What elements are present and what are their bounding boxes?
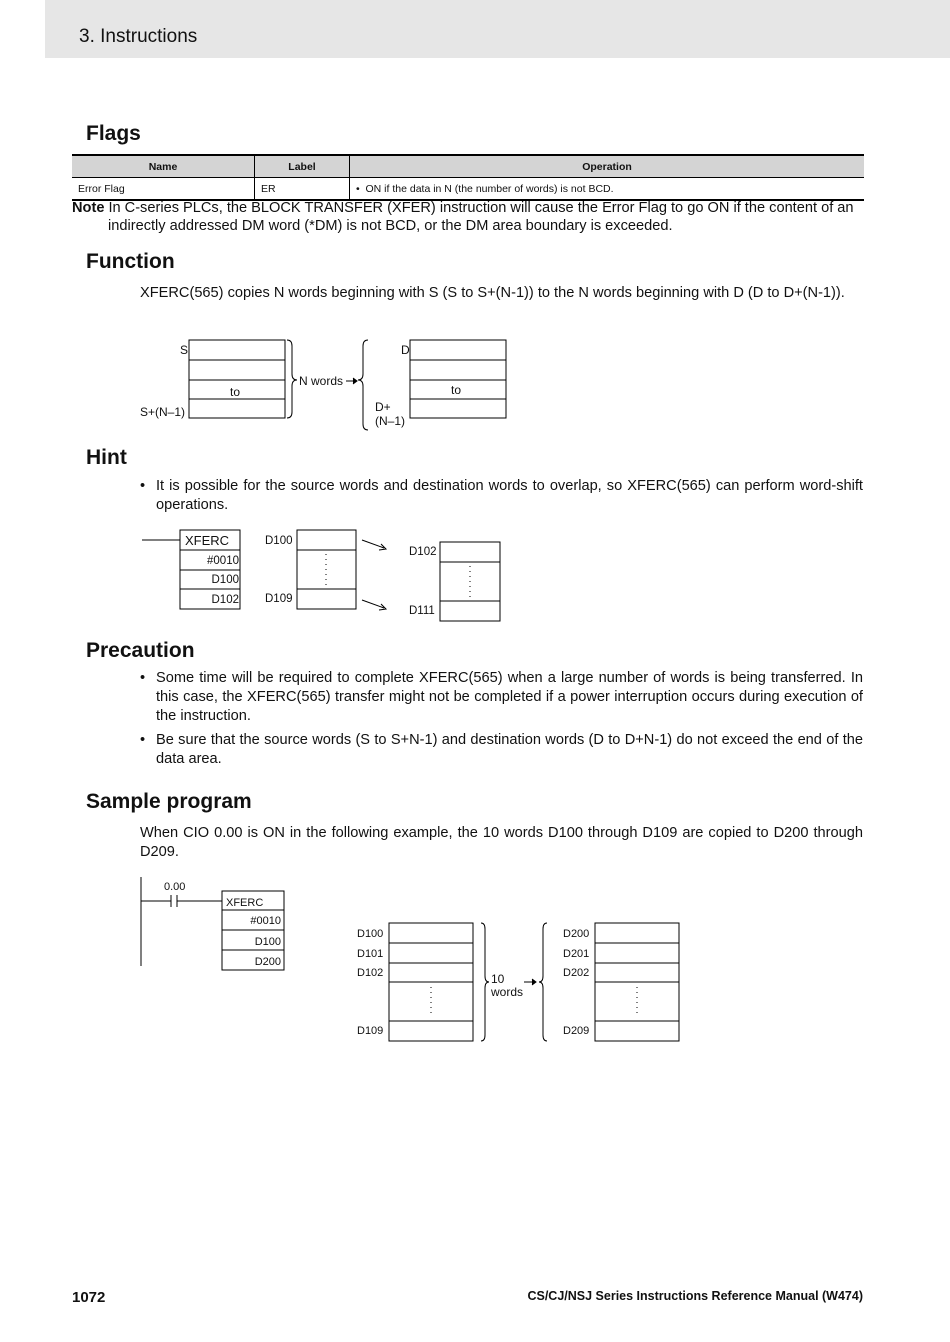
operand-n: #0010 [207,555,239,567]
operation-text: ON if the data in N (the number of words) is not BCD. [365,182,614,195]
label-d-end-2: (N–1) [375,414,406,428]
src-label: D102 [357,967,384,979]
flags-heading: Flags [86,122,141,145]
dst-label: D202 [563,967,590,979]
table-cell: Error Flag [72,178,255,201]
hint-bullet-text: It is possible for the source words and destination words to overlap, so XFERC(565) can perform word-shift operations. [156,478,863,513]
table-cell: ER [255,178,350,201]
sample-diagram [141,877,679,1041]
label-s-end: S+(N–1) [140,405,186,419]
arrow-icon [532,979,536,985]
operand-d: D200 [254,956,281,968]
count-label: 10 [491,972,505,986]
brace-icon [287,340,297,418]
manual-title: CS/CJ/NSJ Series Instructions Reference Manual (W474) [527,1289,863,1303]
label-n-words: N words [299,374,344,388]
label-dst-bot: D111 [409,605,435,617]
section-title: 3. Instructions [79,26,198,47]
bullet-icon: • [140,732,146,748]
brace-icon [358,340,368,430]
destination-block [410,340,506,418]
sample-heading: Sample program [86,790,252,813]
column-header: Operation [350,155,865,178]
page-number: 1072 [72,1289,106,1306]
label-to: to [451,383,462,397]
precaution-bullet-text: Some time will be required to complete XFERC(565) when a large number of words is being transferred. In this case, the XFERC(565) transfer might not be completed if a power interruption occurs during execution of the instruction. [156,670,863,724]
precaution-heading: Precaution [86,639,195,662]
dst-label: D200 [563,928,590,940]
bullet-icon: • [140,478,146,494]
src-label: D100 [357,928,384,940]
src-label: D109 [357,1025,384,1037]
note-label: Note [72,200,105,216]
dst-label: D201 [563,948,590,960]
brace-icon [481,923,489,1041]
label-src-top: D100 [265,535,293,547]
label-d-end-1: D+ [375,400,391,414]
column-header: Name [72,155,255,178]
column-header: Label [255,155,350,178]
operand-d: D102 [211,594,239,606]
hint-diagram [142,530,500,621]
function-text: XFERC(565) copies N words beginning with S (S to S+(N-1)) to the N words beginning with D (D to D+(N-1)). [140,285,845,301]
hint-heading: Hint [86,446,127,469]
label-dst-top: D102 [409,546,437,558]
bullet-icon: • [140,670,146,686]
note-text-line1: In C-series PLCs, the BLOCK TRANSFER (XFER) instruction will cause the Error Flag to go ON if the content of an [108,200,854,216]
arrow-icon [353,378,357,384]
label-src-bot: D109 [265,593,293,605]
src-label: D101 [357,948,384,960]
instruction-name: XFERC [185,533,230,548]
label-d: D [401,343,410,357]
precaution-bullet-text: Be sure that the source words (S to S+N-1) and destination words (D to D+N-1) do not exceed the end of the data area. [156,732,863,767]
count-unit: words [491,985,524,999]
brace-icon [539,923,547,1041]
sample-text: When CIO 0.00 is ON in the following example, the 10 words D100 through D109 are copied to D200 through D209. [140,825,863,860]
dst-label: D209 [563,1025,590,1037]
contact-label: 0.00 [164,881,186,893]
function-diagram [140,340,506,430]
note-text-line2: indirectly addressed DM word (*DM) is not BCD, or the DM area boundary is exceeded. [108,218,673,234]
label-s: S [180,343,189,357]
function-heading: Function [86,250,175,273]
operand-n: #0010 [250,915,281,927]
source-block [189,340,285,418]
bullet-icon: • [356,182,366,195]
instruction-name: XFERC [226,897,264,909]
operand-s: D100 [254,936,281,948]
label-to: to [230,385,241,399]
operand-s: D100 [211,574,239,586]
